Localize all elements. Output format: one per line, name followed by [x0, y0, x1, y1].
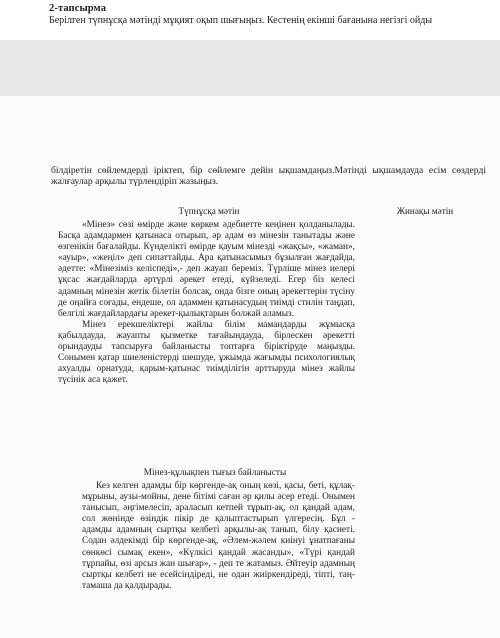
original-text — [58, 220, 355, 386]
column-header-summary: Жинақы мәтін — [396, 206, 454, 216]
intro-text: білдіретін сөйлемдерді іріктеп, бір сөйлемге дейін ықшамдаңыз.Мәтінді ықшамдауда есім сөздерді жалғаулар арқылы түрлендіріп жазыңыз. — [51, 165, 486, 188]
subsection-heading: Мінез-құлықпен тығыз байланысты — [143, 468, 287, 478]
task-instruction: Берілген түпнұсқа мәтінді мұқият оқып шығыңыз. Кестенің екінші бағанына негізгі ойды — [49, 15, 433, 26]
column-header-original: Түпнұсқа мәтін — [178, 206, 240, 216]
subsection-text — [82, 481, 355, 592]
paragraph: Мінез ерекшеліктері жайлы білім мамандарды жұмысқа қабылдауда, жауапты қызметке тағайындауда, бірлескен әрекетті орындауды тапсыруға байланысты топтарға біріктіруде маңызды. Сонымен қатар шиеленістерді шешуде, ұжымда жағымды психологиялық ахуалды орнатуда, қарым-қатынас тиімділігін арттыруда мінез жайлы түсінік аса қажет. — [58, 319, 355, 386]
task-header — [0, 0, 500, 40]
task-title: 2-тапсырма — [49, 3, 107, 14]
paragraph: «Мінез» сөзі өмірде және көркем әдебиетте кеңінен қолданылады. Басқа адамдармен қатынаса отырып, әр адам өз мінезін танытады және өзгенікін бағалайды. Күнделікті өмірде қауым мінезді «жақсы», «жаман», «ауыр», «жеңіл» деп сипаттайды. Ара қатынасымыз бұзылған жағдайда, әдетте: «Мінезіміз келіспеді»,- деп жауап береміз. Түрліше мінез иелері ұқсас жағдайларда әртүрлі әрекет етеді, күйзеледі. Егер біз келесі адамның мінезін жетік білетін болсақ, онда бізге оның әрекеттерін түсіну де оңайға соғады, ендеше, ол адаммен қатынасудың тиімді стилін таңдап, белгілі жағдайлардағы әрекет-қылықтарын болжай аламыз. — [58, 220, 355, 319]
document-page — [0, 96, 500, 638]
paragraph: Кез келген адамды бір көргенде-ақ оның көзі, қасы, беті, құлақ-мұрыны, аузы-мойны, дене бітімі саған әр қилы әсер етеді. Онымен танысып, әңгімелесіп, араласып кетпей тұрып-ақ, ол қандай адам, сол жөнінде өзіндік пікір де қалыптастырып үлгересің. Бұл - адамды адамның сыртқы келбеті арқылы-ақ танып, білу қасиеті. Содан әлдекімді бір көргенде-ақ, «Әлем-жәлем киінуі ұнатпағаны сөнкөсі сымақ екен», «Күлкісі қандай жасанды», «Түрі қандай тұрпайы, өзі арсыз жан шығар», - деп те жатамыз. Әйтеуір адамның сыртқы келбеті не есейсіндіреді, не одан жиіркендіреді, тіпті, таң-тамаша да қалдырады. — [82, 481, 355, 591]
